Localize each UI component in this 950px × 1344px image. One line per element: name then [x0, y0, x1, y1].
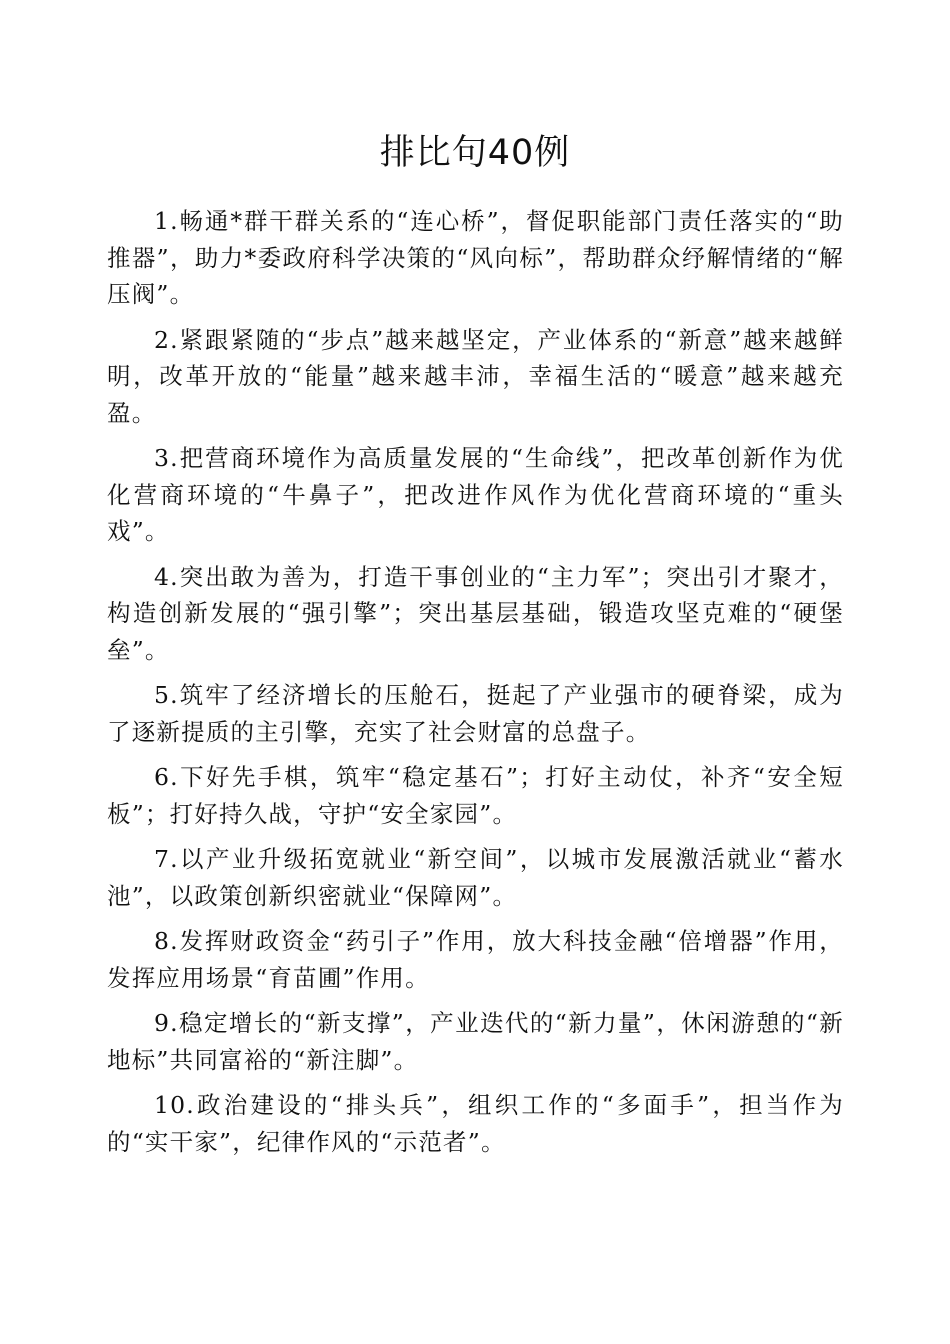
example-item-3: 3.把营商环境作为高质量发展的“生命线”，把改革创新作为优化营商环境的“牛鼻子”，把改进作风作为优化营商环境的“重头戏”。	[107, 444, 844, 545]
example-item-7: 7.以产业升级拓宽就业“新空间”，以城市发展激活就业“蓄水池”，以政策创新织密就业“保障网”。	[107, 845, 844, 910]
example-item-5: 5.筑牢了经济增长的压舱石，挺起了产业强市的硬脊梁，成为了逐新提质的主引擎，充实了社会财富的总盘子。	[107, 681, 844, 746]
example-item-4: 4.突出敢为善为，打造干事创业的“主力军”；突出引才聚才，构造创新发展的“强引擎”；突出基层基础，锻造攻坚克难的“硬堡垒”。	[107, 562, 844, 664]
document-title: 排比句40例	[379, 133, 571, 173]
example-item-1: 1.畅通*群干群关系的“连心桥”，督促职能部门责任落实的“助推器”，助力*委政府科学决策的“风向标”，帮助群众纾解情绪的“解压阀”。	[107, 207, 844, 308]
example-item-8: 8.发挥财政资金“药引子”作用，放大科技金融“倍增器”作用，发挥应用场景“育苗圃”作用。	[107, 927, 844, 992]
example-item-6: 6.下好先手棋，筑牢“稳定基石”；打好主动仗，补齐“安全短板”；打好持久战，守护“安全家园”。	[107, 763, 844, 828]
example-list	[107, 203, 844, 1169]
example-item-2: 2.紧跟紧随的“步点”越来越坚定，产业体系的“新意”越来越鲜明，改革开放的“能量”越来越丰沛，幸福生活的“暖意”越来越充盈。	[107, 325, 844, 427]
example-item-10: 10.政治建设的“排头兵”，组织工作的“多面手”，担当作为的“实干家”，纪律作风的“示范者”。	[107, 1091, 844, 1156]
example-item-9: 9.稳定增长的“新支撑”，产业迭代的“新力量”，休闲游憩的“新地标”共同富裕的“新注脚”。	[107, 1009, 844, 1074]
